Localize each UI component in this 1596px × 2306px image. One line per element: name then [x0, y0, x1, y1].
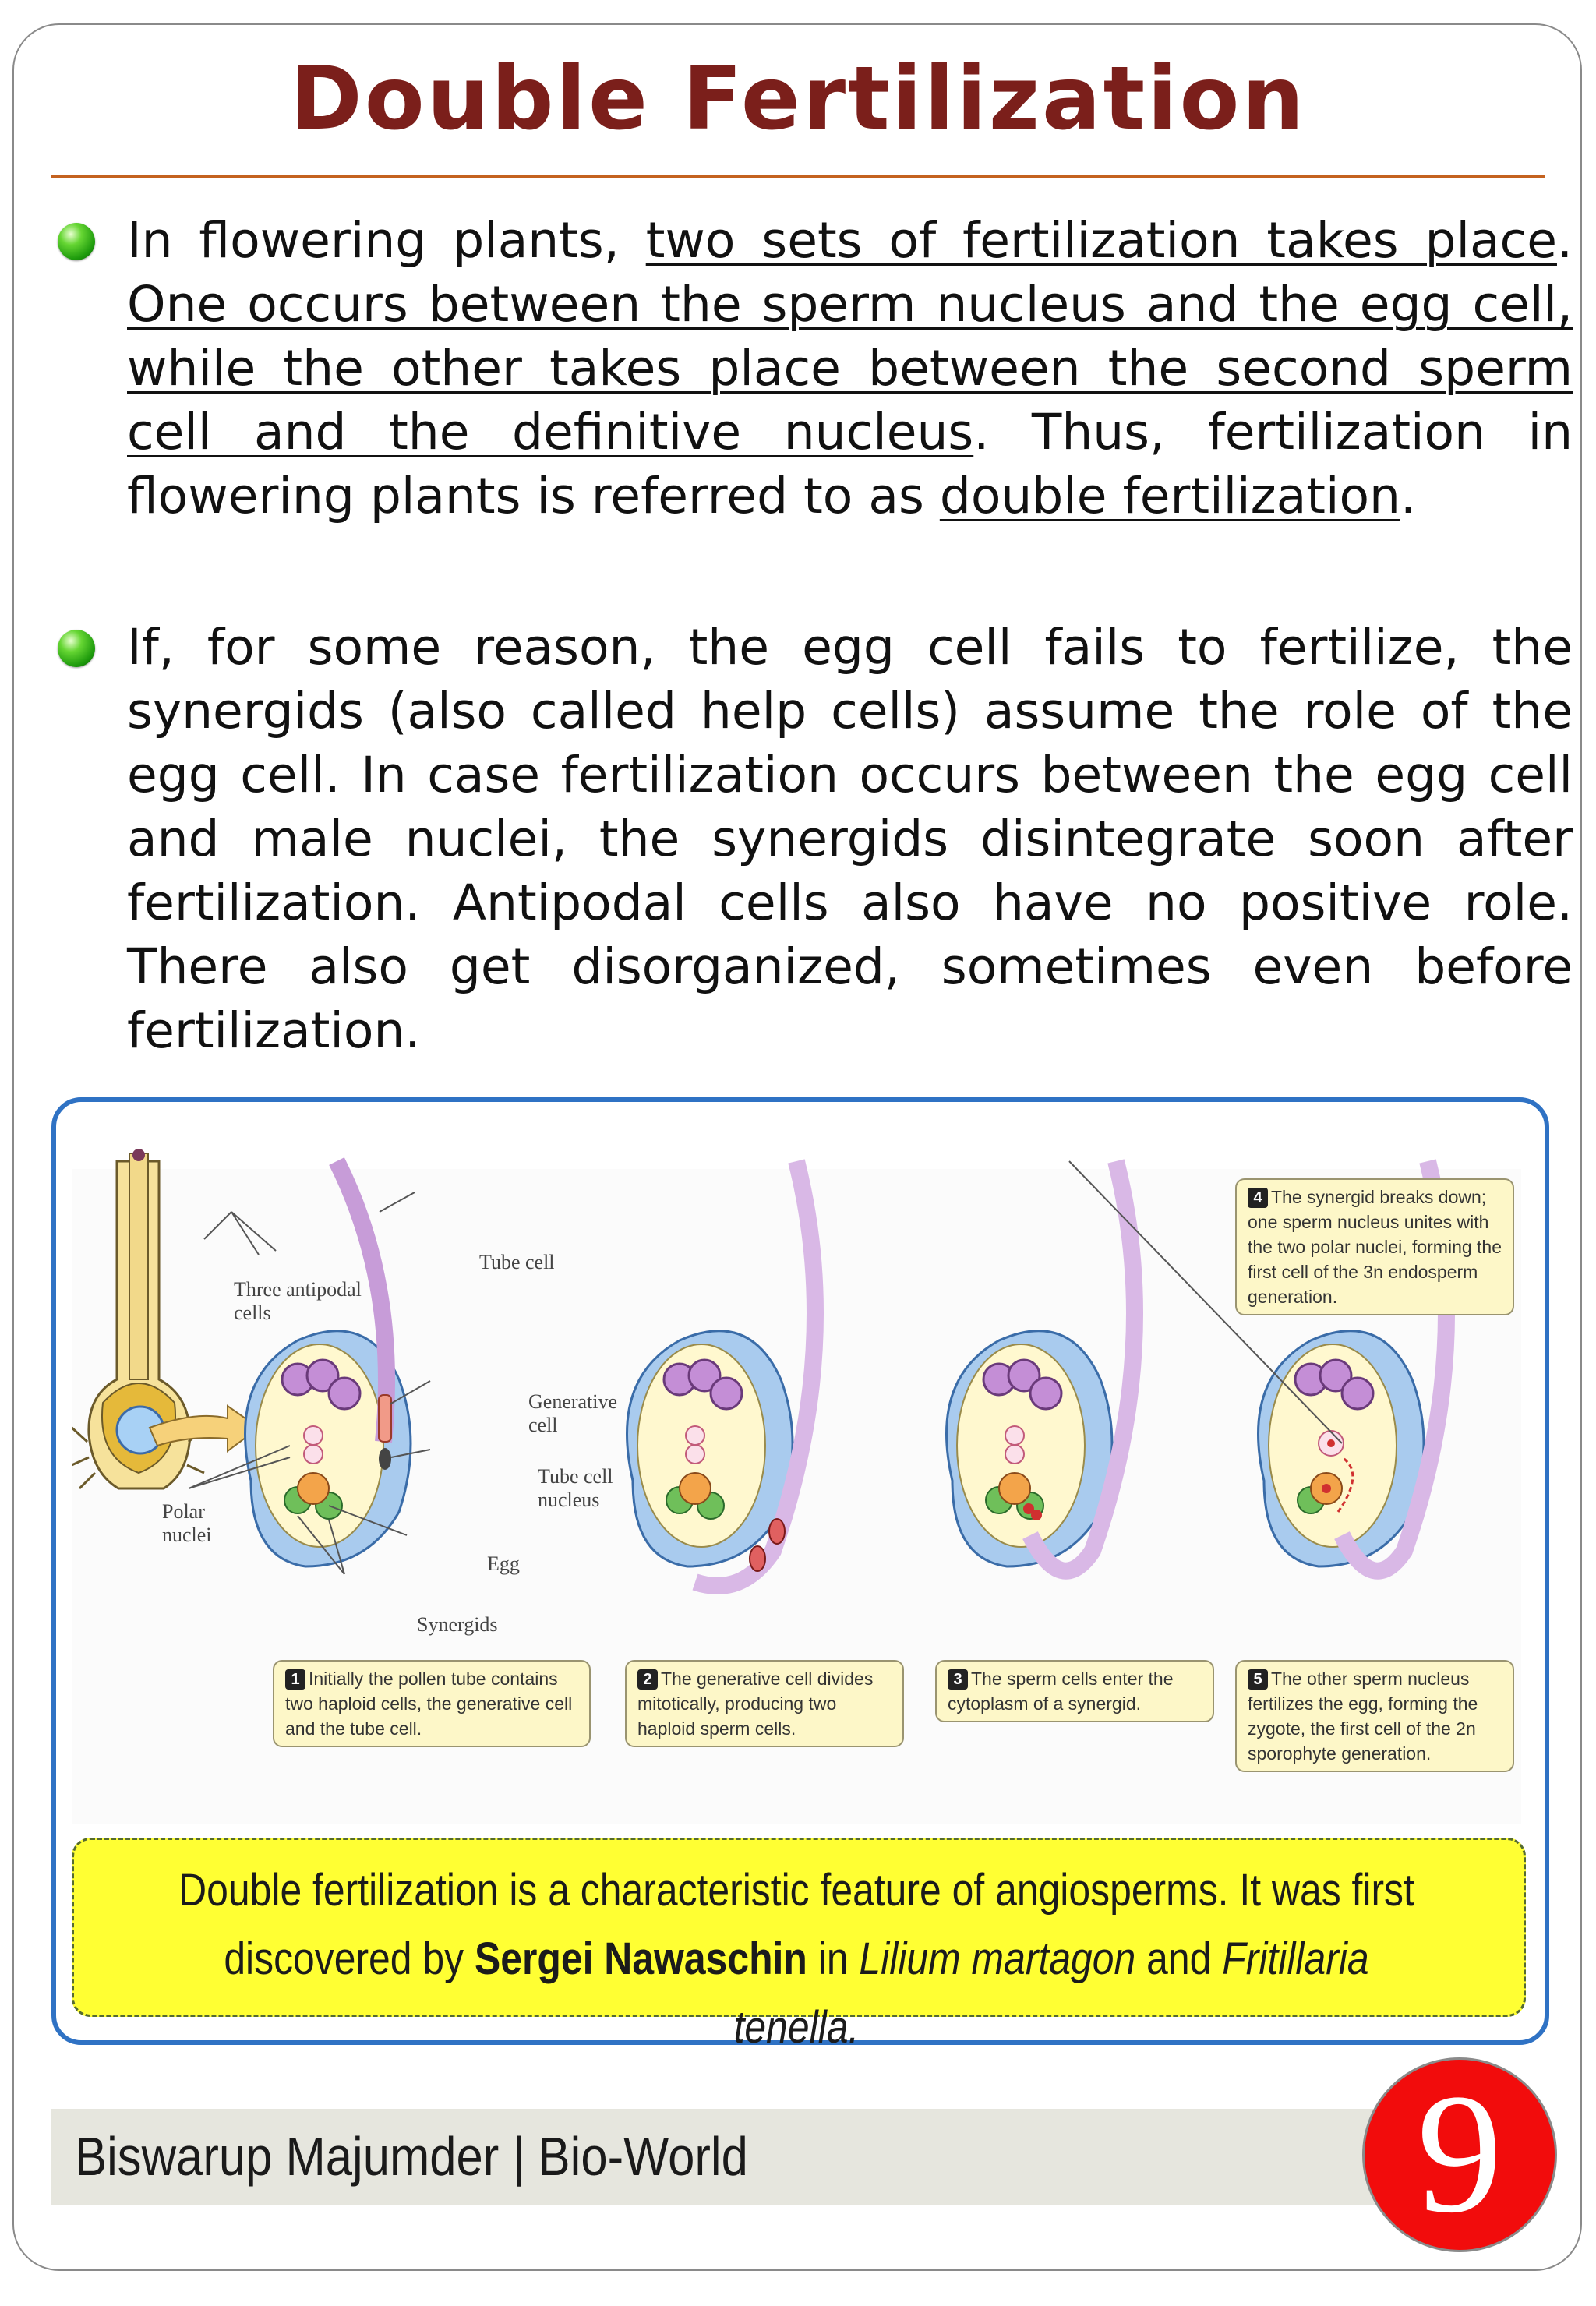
bullet-item-2 — [51, 616, 1573, 1068]
caption-text: Initially the pollen tube contains two haploid cells, the generative cell and the tube cell. — [285, 1669, 573, 1739]
caption-step-4 — [1235, 1178, 1514, 1315]
bullet-text-2: If, for some reason, the egg cell fails to fertilize, the synergids (also called help cells) assume the role of the egg cell. In case fertilization occurs between the egg cell and male nuclei, the synergids disintegrate soon after fertilization. Antipodal cells also have no positive role. There also get disorganized, sometimes even before fertilization. — [127, 619, 1573, 1059]
callout-line-2 — [173, 1925, 1420, 2062]
text-run: . — [1400, 468, 1417, 524]
text-run: in — [807, 1933, 860, 1984]
step-number: 4 — [1248, 1188, 1268, 1208]
label-egg: Egg — [487, 1552, 520, 1575]
label-tube-cell: Tube cell — [479, 1251, 555, 1273]
callout-line-1: Double fertilization is a characteristic feature of angiosperms. It was first — [178, 1865, 1414, 1916]
caption-step-5 — [1235, 1660, 1514, 1772]
caption-step-2 — [625, 1660, 904, 1747]
caption-step-3 — [935, 1660, 1214, 1722]
underlined-text: double fertilization — [939, 468, 1400, 524]
page-number: 9 — [1417, 2058, 1502, 2248]
underlined-text: two sets of fertilization takes place — [645, 212, 1557, 269]
step-number: 2 — [637, 1669, 658, 1690]
bullet-text-1 — [127, 209, 1573, 528]
green-bullet-icon — [58, 630, 95, 667]
text-run: In flowering plants, — [127, 212, 646, 269]
underlined-text: One occurs between the sperm nucleus and the egg cell, while the other takes place between the second sperm cell and the definitive nucleus — [127, 276, 1573, 461]
green-bullet-icon — [58, 223, 95, 260]
label-polar-nuclei: Polar nuclei — [162, 1500, 212, 1546]
page-title: Double Fertilization — [289, 48, 1307, 150]
label-antipodal: Three antipodal cells — [234, 1278, 362, 1324]
flower-illustration — [72, 1149, 259, 1488]
label-generative-cell: Generative cell — [528, 1390, 618, 1436]
title-divider — [51, 175, 1545, 178]
caption-text: The synergid breaks down; one sperm nucleus unites with the two polar nuclei, forming the first cell of the 3n endosperm generation. — [1248, 1187, 1502, 1307]
text-run: . — [1556, 212, 1573, 269]
species-name: Lilium martagon — [859, 1933, 1136, 1984]
text-run: . Thus, fertilization in flowering plants is referred to as — [127, 404, 1573, 524]
bullet-item-1 — [51, 209, 1573, 599]
footer-author: Biswarup Majumder | Bio-World — [75, 2126, 748, 2187]
caption-text: The sperm cells enter the cytoplasm of a synergid. — [948, 1669, 1174, 1714]
ovule-stage-3 — [947, 1161, 1135, 1571]
text-run: and — [1135, 1933, 1223, 1984]
label-synergids: Synergids — [417, 1613, 498, 1636]
caption-text: The other sperm nucleus fertilizes the egg, forming the zygote, the first cell of the 2n sporophyte generation. — [1248, 1669, 1478, 1764]
step-number: 5 — [1248, 1669, 1268, 1690]
step-number: 3 — [948, 1669, 968, 1690]
ovule-stage-1 — [245, 1161, 411, 1566]
caption-step-1 — [273, 1660, 591, 1747]
species-name: Fritillaria tenella. — [733, 1933, 1369, 2053]
discoverer-name: Sergei Nawaschin — [474, 1933, 807, 1984]
label-tube-cell-nucleus: Tube cell nucleus — [538, 1465, 613, 1511]
step-number: 1 — [285, 1669, 305, 1690]
ovule-stage-2 — [627, 1161, 816, 1586]
callout-text — [173, 1856, 1420, 2062]
text-run: discovered by — [224, 1933, 475, 1984]
caption-text: The generative cell divides mitotically, producing two haploid sperm cells. — [637, 1669, 874, 1739]
page-number-badge — [1362, 2057, 1557, 2252]
